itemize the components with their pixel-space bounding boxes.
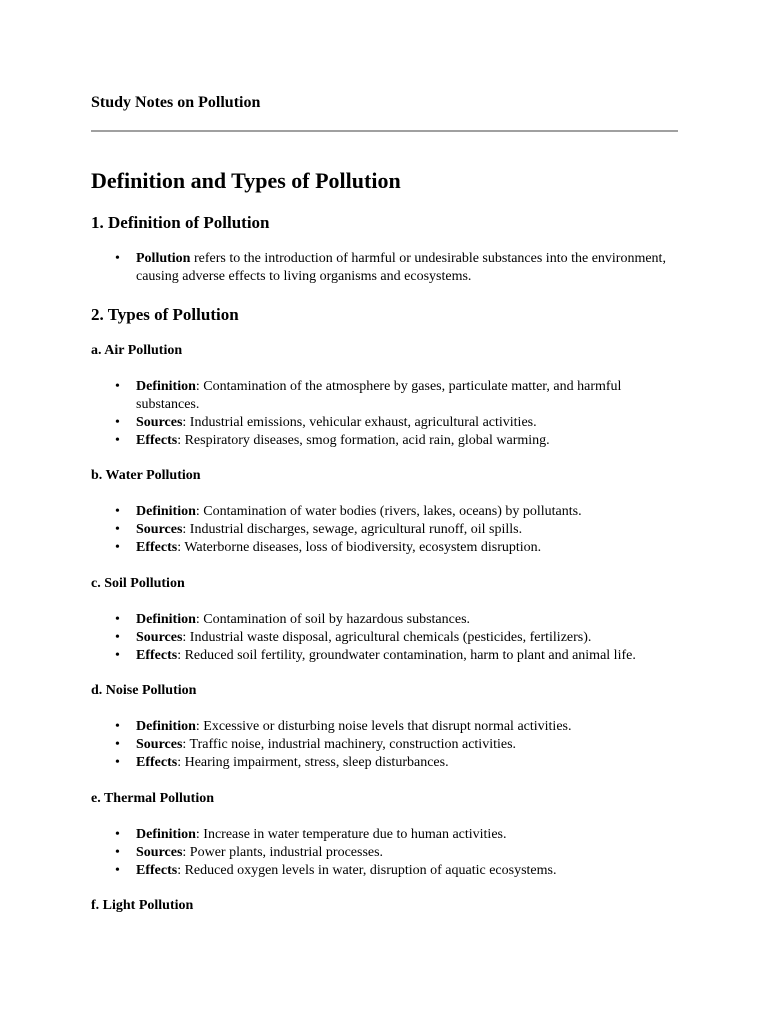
- item-text: : Industrial discharges, sewage, agricultural runoff, oil spills.: [182, 522, 523, 537]
- subsection-list-noise: [91, 718, 678, 772]
- bullet-icon: •: [115, 540, 120, 555]
- bullet-icon: •: [115, 379, 120, 394]
- subsection-list-air: [91, 378, 678, 450]
- item-text: : Reduced oxygen levels in water, disruption of aquatic ecosystems.: [177, 863, 557, 878]
- subsection-heading-air: a. Air Pollution: [91, 343, 183, 358]
- bullet-icon: •: [115, 863, 120, 878]
- item-label: Definition: [136, 827, 196, 842]
- definition-heading: 1. Definition of Pollution: [91, 213, 270, 232]
- bullet-icon: •: [115, 719, 120, 734]
- horizontal-divider: [91, 130, 678, 132]
- list-item: [91, 521, 678, 539]
- item-text: : Contamination of soil by hazardous substances.: [195, 612, 471, 627]
- list-item: [91, 611, 678, 629]
- list-item: [91, 736, 678, 754]
- definition-list: [91, 250, 678, 286]
- item-text: : Reduced soil fertility, groundwater contamination, harm to plant and animal life.: [177, 648, 636, 663]
- subsection-list-soil: [91, 611, 678, 665]
- list-item: [91, 826, 678, 844]
- item-text: refers to the introduction of harmful or undesirable substances into the environment, causing adverse effects to living organisms and ecosystems.: [136, 251, 666, 284]
- list-item: [91, 647, 678, 665]
- bullet-icon: •: [115, 504, 120, 519]
- subsection-list-water: [91, 503, 678, 557]
- item-label: Sources: [136, 522, 183, 537]
- list-item: [91, 844, 678, 862]
- item-text: : Respiratory diseases, smog formation, acid rain, global warming.: [177, 433, 550, 448]
- item-label: Effects: [136, 648, 178, 663]
- list-item: [91, 718, 678, 736]
- item-text: : Power plants, industrial processes.: [182, 845, 384, 860]
- item-label: Sources: [136, 630, 183, 645]
- item-label: Sources: [136, 845, 183, 860]
- subsection-heading-thermal: e. Thermal Pollution: [91, 791, 215, 806]
- item-text: : Excessive or disturbing noise levels that disrupt normal activities.: [195, 719, 572, 734]
- list-item: [91, 539, 678, 557]
- list-item: [91, 414, 678, 432]
- bullet-icon: •: [115, 737, 120, 752]
- item-label: Definition: [136, 379, 196, 394]
- bullet-icon: •: [115, 522, 120, 537]
- item-text: : Contamination of the atmosphere by gases, particulate matter, and harmful substances.: [136, 379, 622, 412]
- list-item: [91, 432, 678, 450]
- item-label: Effects: [136, 755, 178, 770]
- item-text: : Increase in water temperature due to human activities.: [195, 827, 507, 842]
- list-item: [91, 378, 678, 414]
- item-label: Effects: [136, 540, 178, 555]
- list-item: [91, 629, 678, 647]
- list-item: [91, 754, 678, 772]
- bullet-icon: •: [115, 612, 120, 627]
- types-heading: 2. Types of Pollution: [91, 305, 239, 324]
- item-label: Definition: [136, 719, 196, 734]
- item-text: : Waterborne diseases, loss of biodiversity, ecosystem disruption.: [177, 540, 542, 555]
- bullet-icon: •: [115, 827, 120, 842]
- item-text: : Industrial waste disposal, agricultural chemicals (pesticides, fertilizers).: [182, 630, 592, 645]
- item-label: Sources: [136, 737, 183, 752]
- bullet-icon: •: [115, 755, 120, 770]
- subsection-heading-water: b. Water Pollution: [91, 468, 201, 483]
- document-title: Study Notes on Pollution: [91, 94, 261, 111]
- bullet-icon: •: [115, 630, 120, 645]
- bullet-icon: •: [115, 415, 120, 430]
- item-text: : Hearing impairment, stress, sleep disturbances.: [177, 755, 449, 770]
- item-text: : Contamination of water bodies (rivers, lakes, oceans) by pollutants.: [195, 504, 582, 519]
- item-term: Pollution: [136, 251, 191, 266]
- section-title: Definition and Types of Pollution: [91, 168, 401, 193]
- item-label: Effects: [136, 433, 178, 448]
- item-label: Effects: [136, 863, 178, 878]
- subsection-list-thermal: [91, 826, 678, 880]
- list-item: [91, 503, 678, 521]
- bullet-icon: •: [115, 251, 120, 266]
- subsection-heading-light: f. Light Pollution: [91, 898, 194, 913]
- item-text: : Industrial emissions, vehicular exhaust, agricultural activities.: [182, 415, 537, 430]
- item-label: Sources: [136, 415, 183, 430]
- item-text: : Traffic noise, industrial machinery, construction activities.: [182, 737, 517, 752]
- list-item: [91, 862, 678, 880]
- item-label: Definition: [136, 504, 196, 519]
- bullet-icon: •: [115, 648, 120, 663]
- subsection-heading-soil: c. Soil Pollution: [91, 576, 185, 591]
- list-item: [91, 250, 678, 286]
- bullet-icon: •: [115, 433, 120, 448]
- item-label: Definition: [136, 612, 196, 627]
- subsection-heading-noise: d. Noise Pollution: [91, 683, 197, 698]
- bullet-icon: •: [115, 845, 120, 860]
